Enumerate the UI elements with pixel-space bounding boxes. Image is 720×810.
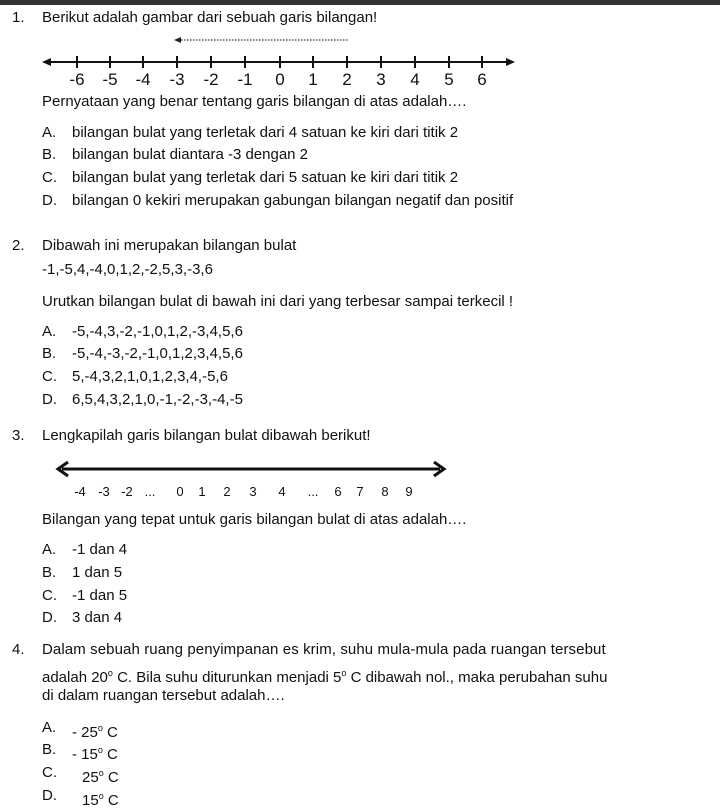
tick-label: 4 — [410, 70, 420, 89]
q3-option-letter: A. — [42, 541, 57, 558]
q4-line1: Dalam sebuah ruang penyimpanan es krim, suhu mula-mula pada ruangan tersebut — [42, 641, 606, 658]
tick-label: 5 — [444, 70, 454, 89]
q3-option-text[interactable]: 3 dan 4 — [72, 609, 123, 626]
q2-question: Dibawah ini merupakan bilangan bulat — [42, 237, 297, 254]
q3-option-letter: D. — [42, 609, 57, 626]
q1-option-letter: B. — [42, 146, 57, 163]
q2-prompt: Urutkan bilangan bulat di bawah ini dari yang terbesar sampai terkecil ! — [42, 293, 514, 310]
tick-label: -4 — [74, 484, 86, 499]
q4-line2: adalah 20$^o$ C. Bila suhu diturunkan menjadi 5$^o$ C dibawah nol., maka perubahan suhu — [42, 668, 608, 686]
tick-label: 1 — [308, 70, 318, 89]
q4-line3: di dalam ruangan tersebut adalah…. — [42, 687, 285, 704]
q2-option-letter: A. — [42, 323, 57, 340]
q1-number: 1. — [12, 9, 25, 26]
q3-number-line — [0, 455, 720, 485]
tick-label: -1 — [237, 70, 253, 89]
q2-option-text[interactable]: 5,-4,3,2,1,0,1,2,3,4,-5,6 — [72, 368, 228, 385]
arrow-head-left — [174, 37, 181, 43]
q1-option-letter: A. — [42, 124, 57, 141]
tick-label: 0 — [275, 70, 285, 89]
q3-option-text[interactable]: -1 dan 5 — [72, 587, 128, 604]
q2-option-text[interactable]: -5,-4,-3,-2,-1,0,1,2,3,4,5,6 — [72, 345, 243, 362]
tick-label: 9 — [405, 484, 413, 499]
tick-label: -2 — [121, 484, 133, 499]
tick-label: -6 — [69, 70, 85, 89]
tick-label: 3 — [376, 70, 386, 89]
tick-label: 3 — [249, 484, 257, 499]
tick-label: 8 — [381, 484, 389, 499]
q2-option-text[interactable]: 6,5,4,3,2,1,0,-1,-2,-3,-4,-5 — [72, 391, 243, 408]
q4-option-letter: B. — [42, 741, 57, 758]
q4-option-text[interactable]: - 15$^o$ C — [72, 745, 118, 763]
q2-option-letter: D. — [42, 391, 57, 408]
tick-label: -5 — [102, 70, 118, 89]
q4-number: 4. — [12, 641, 25, 658]
q2-numbers: -1,-5,4,-4,0,1,2,-2,5,3,-3,6 — [42, 261, 213, 278]
tick-label: 7 — [356, 484, 364, 499]
q1-option-text[interactable]: bilangan bulat yang terletak dari 5 satuan ke kiri dari titik 2 — [72, 169, 459, 186]
tick-label: 1 — [198, 484, 206, 499]
q3-option-letter: C. — [42, 587, 57, 604]
q1-option-letter: C. — [42, 169, 57, 186]
tick-label: ... — [144, 484, 156, 499]
q2-option-text[interactable]: -5,-4,3,-2,-1,0,1,2,-3,4,5,6 — [72, 323, 243, 340]
q2-option-letter: B. — [42, 345, 57, 362]
tick-label: -4 — [135, 70, 151, 89]
q3-number: 3. — [12, 427, 25, 444]
tick-label: 6 — [334, 484, 342, 499]
q3-question: Lengkapilah garis bilangan bulat dibawah berikut! — [42, 427, 371, 444]
q1-option-text[interactable]: bilangan bulat yang terletak dari 4 satuan ke kiri dari titik 2 — [72, 124, 459, 141]
tick-label: 2 — [223, 484, 231, 499]
q3-option-text[interactable]: -1 dan 4 — [72, 541, 128, 558]
q3-option-text[interactable]: 1 dan 5 — [72, 564, 123, 581]
q4-option-text[interactable]: 25$^o$ C — [82, 768, 119, 786]
tick-label: ... — [307, 484, 319, 499]
q4-option-text[interactable]: - 25$^o$ C — [72, 723, 118, 741]
tick-label: 2 — [342, 70, 352, 89]
q4-option-letter: D. — [42, 787, 57, 804]
tick-label: -3 — [169, 70, 185, 89]
tick-label: -3 — [98, 484, 110, 499]
tick-label: 4 — [278, 484, 286, 499]
q3-option-letter: B. — [42, 564, 57, 581]
q1-option-text[interactable]: bilangan bulat diantara -3 dengan 2 — [72, 146, 309, 163]
q1-question: Berikut adalah gambar dari sebuah garis bilangan! — [42, 9, 378, 26]
q1-prompt: Pernyataan yang benar tentang garis bilangan di atas adalah…. — [42, 93, 467, 110]
q2-number: 2. — [12, 237, 25, 254]
q4-option-letter: C. — [42, 764, 57, 781]
q1-option-text[interactable]: bilangan 0 kekiri merupakan gabungan bilangan negatif dan positif — [72, 192, 514, 209]
q4-option-letter: A. — [42, 719, 57, 736]
tick-label: -2 — [203, 70, 219, 89]
q3-prompt: Bilangan yang tepat untuk garis bilangan bulat di atas adalah…. — [42, 511, 467, 528]
tick-label: 6 — [477, 70, 487, 89]
q1-option-letter: D. — [42, 192, 57, 209]
q4-option-text[interactable]: 15$^o$ C — [82, 791, 119, 809]
q2-option-letter: C. — [42, 368, 57, 385]
tick-label: 0 — [176, 484, 184, 499]
